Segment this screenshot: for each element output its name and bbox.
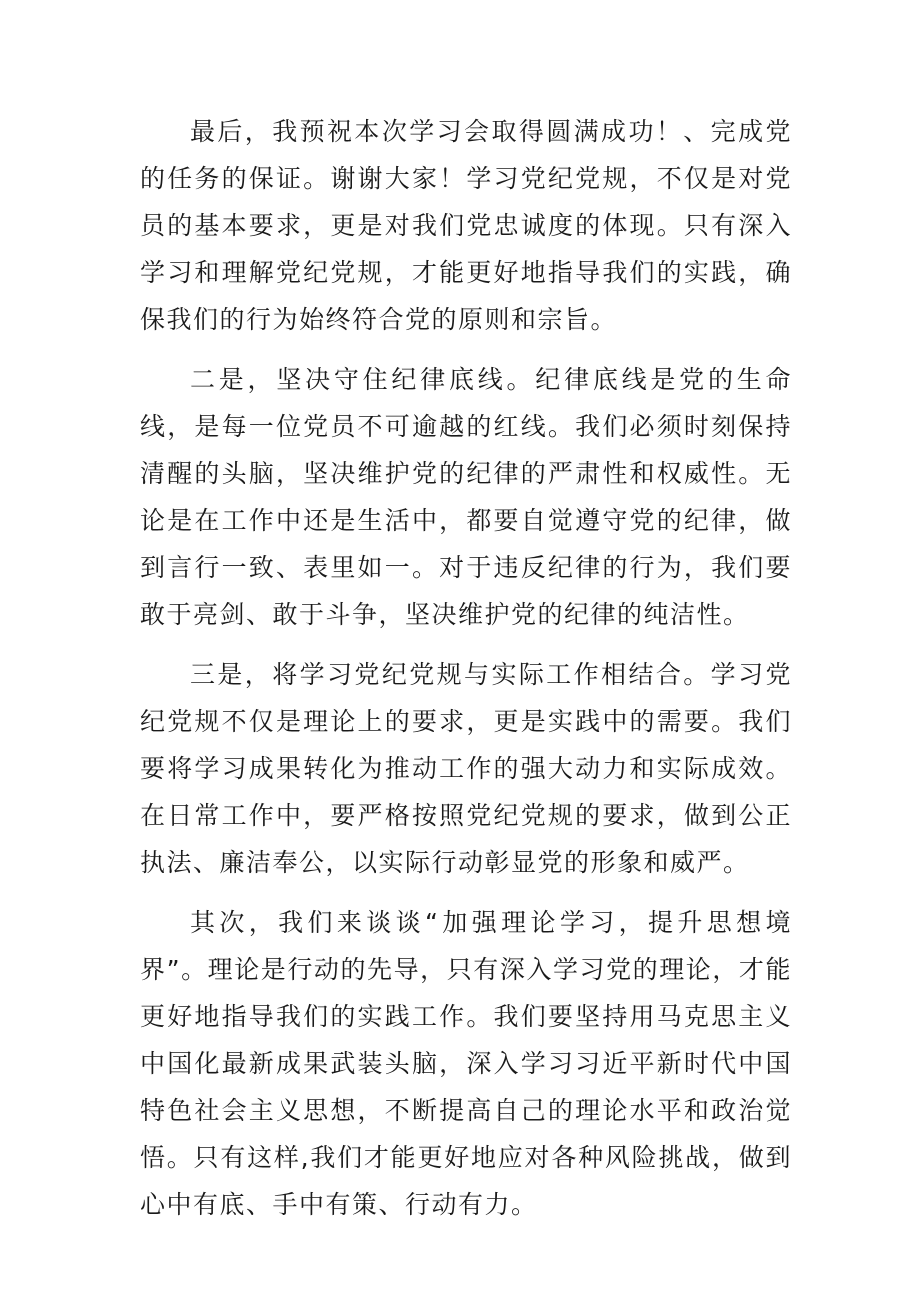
paragraph-point-three: 三是，将学习党纪党规与实际工作相结合。学习党纪党规不仅是理论上的要求，更是实践中的需要。我们要将学习成果转化为推动工作的强大动力和实际成效。在日常工作中，要严格按照党纪党规的要求，做到公正执法、廉洁奉公，以实际行动彰显党的形象和威严。 bbox=[140, 660, 792, 877]
document-body bbox=[140, 108, 792, 1241]
paragraph-point-two: 二是，坚决守住纪律底线。纪律底线是党的生命线，是每一位党员不可逾越的红线。我们必须时刻保持清醒的头脑，坚决维护党的纪律的严肃性和权威性。无论是在工作中还是生活中，都要自觉遵守党的纪律，做到言行一致、表里如一。对于违反纪律的行为，我们要敢于亮剑、敢于斗争，坚决维护党的纪律的纯洁性。 bbox=[140, 365, 792, 629]
paragraph-closing-remarks: 最后，我预祝本次学习会取得圆满成功！、完成党的任务的保证。谢谢大家！学习党纪党规，不仅是对党员的基本要求，更是对我们党忠诚度的体现。只有深入学习和理解党纪党规，才能更好地指导我们的实践，确保我们的行为始终符合党的原则和宗旨。 bbox=[140, 117, 792, 334]
paragraph-theory-study: 其次，我们来谈谈“加强理论学习，提升思想境界”。理论是行动的先导，只有深入学习党的理论，才能更好地指导我们的实践工作。我们要坚持用马克思主义中国化最新成果武装头脑，深入学习习近平新时代中国特色社会主义思想，不断提高自己的理论水平和政治觉悟。只有这样,我们才能更好地应对各种风险挑战，做到心中有底、手中有策、行动有力。 bbox=[140, 908, 792, 1219]
